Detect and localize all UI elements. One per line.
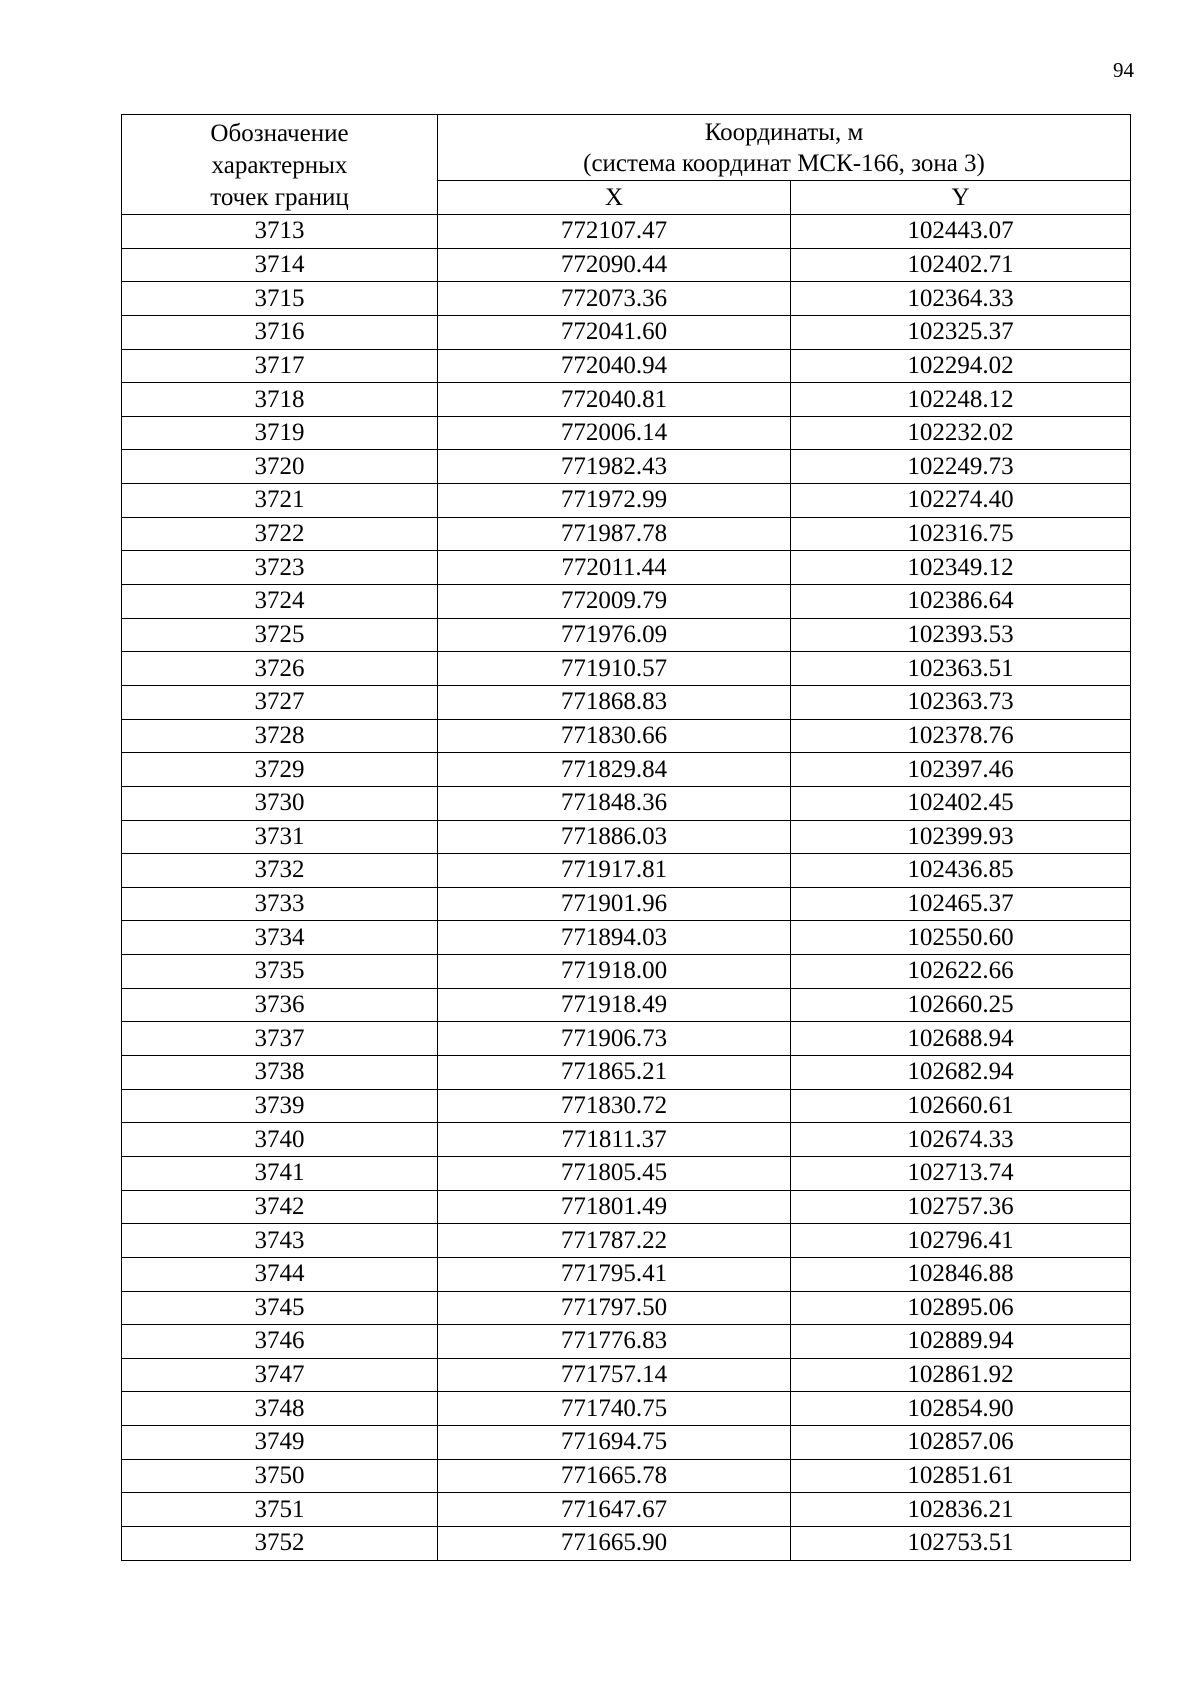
- x-cell: 771797.50: [438, 1291, 791, 1325]
- point-cell: 3713: [122, 215, 438, 249]
- x-cell: 771830.72: [438, 1089, 791, 1123]
- point-cell: 3746: [122, 1325, 438, 1359]
- x-cell: 771848.36: [438, 786, 791, 820]
- y-cell: 102393.53: [791, 618, 1131, 652]
- point-cell: 3736: [122, 988, 438, 1022]
- x-column-header: X: [438, 181, 791, 215]
- y-cell: 102465.37: [791, 887, 1131, 921]
- point-cell: 3744: [122, 1257, 438, 1291]
- table-row: [122, 215, 1131, 249]
- y-cell: 102399.93: [791, 820, 1131, 854]
- x-cell: 771801.49: [438, 1190, 791, 1224]
- point-cell: 3718: [122, 383, 438, 417]
- y-cell: 102550.60: [791, 921, 1131, 955]
- point-cell: 3715: [122, 282, 438, 316]
- x-cell: 771868.83: [438, 685, 791, 719]
- header-row-top: [122, 115, 1131, 181]
- point-cell: 3723: [122, 551, 438, 585]
- page-number: 94: [1113, 58, 1134, 82]
- table-row: [122, 349, 1131, 383]
- point-cell: 3720: [122, 450, 438, 484]
- table-row: [122, 1056, 1131, 1090]
- table-row: [122, 955, 1131, 989]
- point-cell: 3727: [122, 685, 438, 719]
- coordinates-header-line-1: Координаты, м: [704, 118, 864, 146]
- point-cell: 3729: [122, 753, 438, 787]
- point-cell: 3745: [122, 1291, 438, 1325]
- y-cell: 102796.41: [791, 1224, 1131, 1258]
- table-row: [122, 988, 1131, 1022]
- point-cell: 3740: [122, 1123, 438, 1157]
- table-row: [122, 1190, 1131, 1224]
- point-designation-header: [122, 115, 438, 215]
- point-cell: 3721: [122, 484, 438, 518]
- y-cell: 102325.37: [791, 315, 1131, 349]
- x-cell: 772107.47: [438, 215, 791, 249]
- y-cell: 102274.40: [791, 484, 1131, 518]
- point-cell: 3734: [122, 921, 438, 955]
- y-cell: 102757.36: [791, 1190, 1131, 1224]
- x-cell: 771665.78: [438, 1459, 791, 1493]
- point-cell: 3752: [122, 1526, 438, 1560]
- table-row: [122, 820, 1131, 854]
- y-cell: 102660.25: [791, 988, 1131, 1022]
- point-cell: 3747: [122, 1358, 438, 1392]
- x-cell: 771805.45: [438, 1156, 791, 1190]
- table-row: [122, 551, 1131, 585]
- point-cell: 3733: [122, 887, 438, 921]
- table-row: [122, 450, 1131, 484]
- table-row: [122, 517, 1131, 551]
- y-column-header: Y: [791, 181, 1131, 215]
- table-row: [122, 854, 1131, 888]
- point-cell: 3743: [122, 1224, 438, 1258]
- x-cell: 772090.44: [438, 248, 791, 282]
- x-cell: 772073.36: [438, 282, 791, 316]
- point-cell: 3731: [122, 820, 438, 854]
- table-row: [122, 1022, 1131, 1056]
- x-cell: 771665.90: [438, 1526, 791, 1560]
- y-cell: 102349.12: [791, 551, 1131, 585]
- y-cell: 102753.51: [791, 1526, 1131, 1560]
- y-cell: 102861.92: [791, 1358, 1131, 1392]
- y-cell: 102363.51: [791, 652, 1131, 686]
- point-cell: 3737: [122, 1022, 438, 1056]
- y-cell: 102688.94: [791, 1022, 1131, 1056]
- point-cell: 3728: [122, 719, 438, 753]
- table-row: [122, 1493, 1131, 1527]
- y-cell: 102713.74: [791, 1156, 1131, 1190]
- point-cell: 3730: [122, 786, 438, 820]
- point-cell: 3748: [122, 1392, 438, 1426]
- x-cell: 771987.78: [438, 517, 791, 551]
- point-cell: 3726: [122, 652, 438, 686]
- y-cell: 102386.64: [791, 585, 1131, 619]
- point-cell: 3732: [122, 854, 438, 888]
- y-cell: 102248.12: [791, 383, 1131, 417]
- table-row: [122, 1291, 1131, 1325]
- y-cell: 102682.94: [791, 1056, 1131, 1090]
- y-cell: 102397.46: [791, 753, 1131, 787]
- table-row: [122, 585, 1131, 619]
- x-cell: 771811.37: [438, 1123, 791, 1157]
- y-cell: 102836.21: [791, 1493, 1131, 1527]
- table-header: [122, 115, 1131, 215]
- y-cell: 102294.02: [791, 349, 1131, 383]
- y-cell: 102857.06: [791, 1426, 1131, 1460]
- x-cell: 772009.79: [438, 585, 791, 619]
- table-row: [122, 786, 1131, 820]
- table-row: [122, 1123, 1131, 1157]
- table-row: [122, 887, 1131, 921]
- point-cell: 3725: [122, 618, 438, 652]
- table-row: [122, 416, 1131, 450]
- x-cell: 771886.03: [438, 820, 791, 854]
- x-cell: 771776.83: [438, 1325, 791, 1359]
- point-cell: 3738: [122, 1056, 438, 1090]
- table-row: [122, 248, 1131, 282]
- table-row: [122, 1257, 1131, 1291]
- x-cell: 771694.75: [438, 1426, 791, 1460]
- x-cell: 771972.99: [438, 484, 791, 518]
- y-cell: 102854.90: [791, 1392, 1131, 1426]
- point-cell: 3724: [122, 585, 438, 619]
- x-cell: 772041.60: [438, 315, 791, 349]
- point-header-line-2: характерных: [211, 152, 348, 179]
- table-row: [122, 1224, 1131, 1258]
- table-row: [122, 484, 1131, 518]
- point-cell: 3716: [122, 315, 438, 349]
- x-cell: 771918.00: [438, 955, 791, 989]
- table-row: [122, 1358, 1131, 1392]
- y-cell: 102660.61: [791, 1089, 1131, 1123]
- point-cell: 3735: [122, 955, 438, 989]
- y-cell: 102895.06: [791, 1291, 1131, 1325]
- point-cell: 3741: [122, 1156, 438, 1190]
- y-cell: 102378.76: [791, 719, 1131, 753]
- table-row: [122, 383, 1131, 417]
- x-cell: 771757.14: [438, 1358, 791, 1392]
- table-row: [122, 719, 1131, 753]
- y-cell: 102443.07: [791, 215, 1131, 249]
- table-row: [122, 315, 1131, 349]
- y-cell: 102402.71: [791, 248, 1131, 282]
- x-cell: 771740.75: [438, 1392, 791, 1426]
- y-cell: 102364.33: [791, 282, 1131, 316]
- table-row: [122, 1426, 1131, 1460]
- x-cell: 771906.73: [438, 1022, 791, 1056]
- table-row: [122, 685, 1131, 719]
- table-row: [122, 1089, 1131, 1123]
- x-cell: 772011.44: [438, 551, 791, 585]
- coordinates-header-line-2: (система координат МСК-166, зона 3): [583, 149, 985, 177]
- table-row: [122, 282, 1131, 316]
- x-cell: 771917.81: [438, 854, 791, 888]
- table-row: [122, 1156, 1131, 1190]
- y-cell: 102846.88: [791, 1257, 1131, 1291]
- point-header-line-3: точек границ: [210, 184, 349, 211]
- y-cell: 102232.02: [791, 416, 1131, 450]
- point-cell: 3750: [122, 1459, 438, 1493]
- x-cell: 772040.81: [438, 383, 791, 417]
- table-row: [122, 652, 1131, 686]
- point-cell: 3749: [122, 1426, 438, 1460]
- x-cell: 772040.94: [438, 349, 791, 383]
- y-cell: 102622.66: [791, 955, 1131, 989]
- point-cell: 3751: [122, 1493, 438, 1527]
- y-cell: 102363.73: [791, 685, 1131, 719]
- coordinates-table: [121, 114, 1131, 1561]
- point-cell: 3722: [122, 517, 438, 551]
- coordinates-header: [438, 115, 1131, 181]
- x-cell: 771918.49: [438, 988, 791, 1022]
- y-cell: 102316.75: [791, 517, 1131, 551]
- y-cell: 102889.94: [791, 1325, 1131, 1359]
- y-cell: 102402.45: [791, 786, 1131, 820]
- table-row: [122, 1526, 1131, 1560]
- y-cell: 102851.61: [791, 1459, 1131, 1493]
- point-cell: 3719: [122, 416, 438, 450]
- point-cell: 3717: [122, 349, 438, 383]
- point-cell: 3714: [122, 248, 438, 282]
- table-row: [122, 618, 1131, 652]
- x-cell: 771829.84: [438, 753, 791, 787]
- x-cell: 771894.03: [438, 921, 791, 955]
- table-body: [122, 215, 1131, 1561]
- table-row: [122, 921, 1131, 955]
- y-cell: 102674.33: [791, 1123, 1131, 1157]
- x-cell: 771787.22: [438, 1224, 791, 1258]
- x-cell: 771830.66: [438, 719, 791, 753]
- point-header-line-1: Обозначение: [210, 120, 349, 147]
- table-row: [122, 1392, 1131, 1426]
- table-row: [122, 753, 1131, 787]
- x-cell: 772006.14: [438, 416, 791, 450]
- table-row: [122, 1325, 1131, 1359]
- x-cell: 771982.43: [438, 450, 791, 484]
- x-cell: 771795.41: [438, 1257, 791, 1291]
- y-cell: 102249.73: [791, 450, 1131, 484]
- x-cell: 771910.57: [438, 652, 791, 686]
- x-cell: 771901.96: [438, 887, 791, 921]
- point-cell: 3742: [122, 1190, 438, 1224]
- x-cell: 771647.67: [438, 1493, 791, 1527]
- table-row: [122, 1459, 1131, 1493]
- y-cell: 102436.85: [791, 854, 1131, 888]
- x-cell: 771865.21: [438, 1056, 791, 1090]
- point-cell: 3739: [122, 1089, 438, 1123]
- x-cell: 771976.09: [438, 618, 791, 652]
